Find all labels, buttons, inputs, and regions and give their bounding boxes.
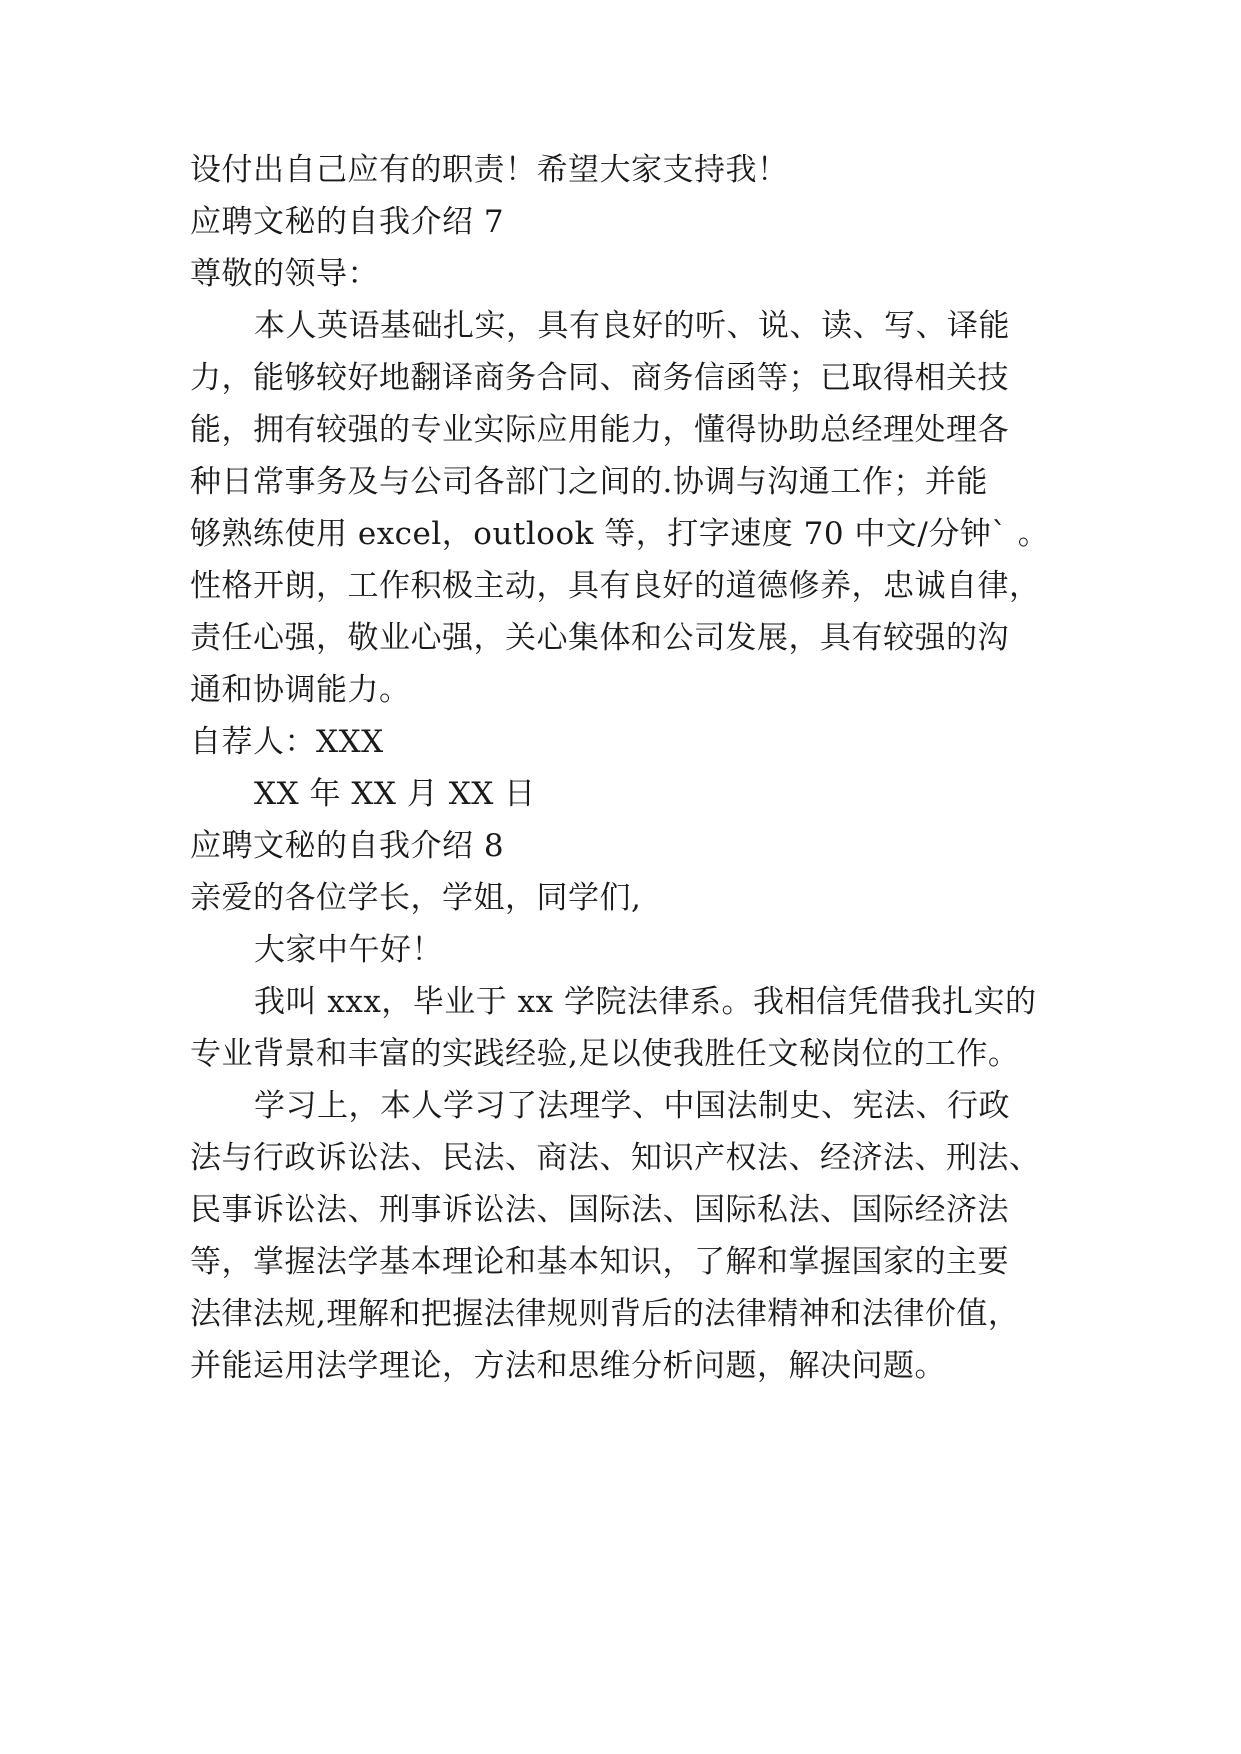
paragraph-line: 等，掌握法学基本理论和基本知识，了解和掌握国家的主要	[190, 1244, 1009, 1280]
paragraph-line: 民事诉讼法、刑事诉讼法、国际法、国际私法、国际经济法	[190, 1192, 1009, 1228]
paragraph-line: 够熟练使用 excel，outlook 等，打字速度 70 中文/分钟` 。	[190, 516, 1050, 552]
paragraph-line: 种日常事务及与公司各部门之间的.协调与沟通工作；并能	[190, 464, 988, 500]
paragraph-line: 法律法规,理解和把握法律规则背后的法律精神和法律价值，	[190, 1296, 1020, 1332]
greeting-line: 大家中午好！	[254, 932, 443, 968]
paragraph-line: 法与行政诉讼法、民法、商法、知识产权法、经济法、刑法、	[190, 1140, 1041, 1176]
paragraph-line: 我叫 xxx，毕业于 xx 学院法律系。我相信凭借我扎实的	[254, 984, 1037, 1020]
date-line: XX 年 XX 月 XX 日	[254, 776, 536, 812]
paragraph-line: 力，能够较好地翻译商务合同、商务信函等；已取得相关技	[190, 360, 1009, 396]
paragraph-line: 学习上，本人学习了法理学、中国法制史、宪法、行政	[254, 1088, 1010, 1124]
paragraph-line: 能，拥有较强的专业实际应用能力，懂得协助总经理处理各	[190, 412, 1009, 448]
section-heading-8: 应聘文秘的自我介绍 8	[190, 828, 505, 864]
paragraph-line: 专业背景和丰富的实践经验,足以使我胜任文秘岗位的工作。	[190, 1036, 1020, 1072]
text-line-closing: 设付出自己应有的职责！希望大家支持我！	[190, 152, 789, 188]
paragraph-line: 本人英语基础扎实，具有良好的听、说、读、写、译能	[254, 308, 1010, 344]
paragraph-line: 并能运用法学理论，方法和思维分析问题，解决问题。	[190, 1348, 946, 1384]
paragraph-line: 责任心强，敬业心强，关心集体和公司发展，具有较强的沟	[190, 620, 1009, 656]
paragraph-line: 性格开朗，工作积极主动，具有良好的道德修养，忠诚自律，	[190, 568, 1041, 604]
signature-line: 自荐人：XXX	[190, 724, 384, 760]
greeting-line: 亲爱的各位学长，学姐，同学们,	[190, 880, 642, 916]
section-heading-7: 应聘文秘的自我介绍 7	[190, 204, 505, 240]
salutation: 尊敬的领导：	[190, 256, 379, 292]
paragraph-line: 通和协调能力。	[190, 672, 411, 708]
